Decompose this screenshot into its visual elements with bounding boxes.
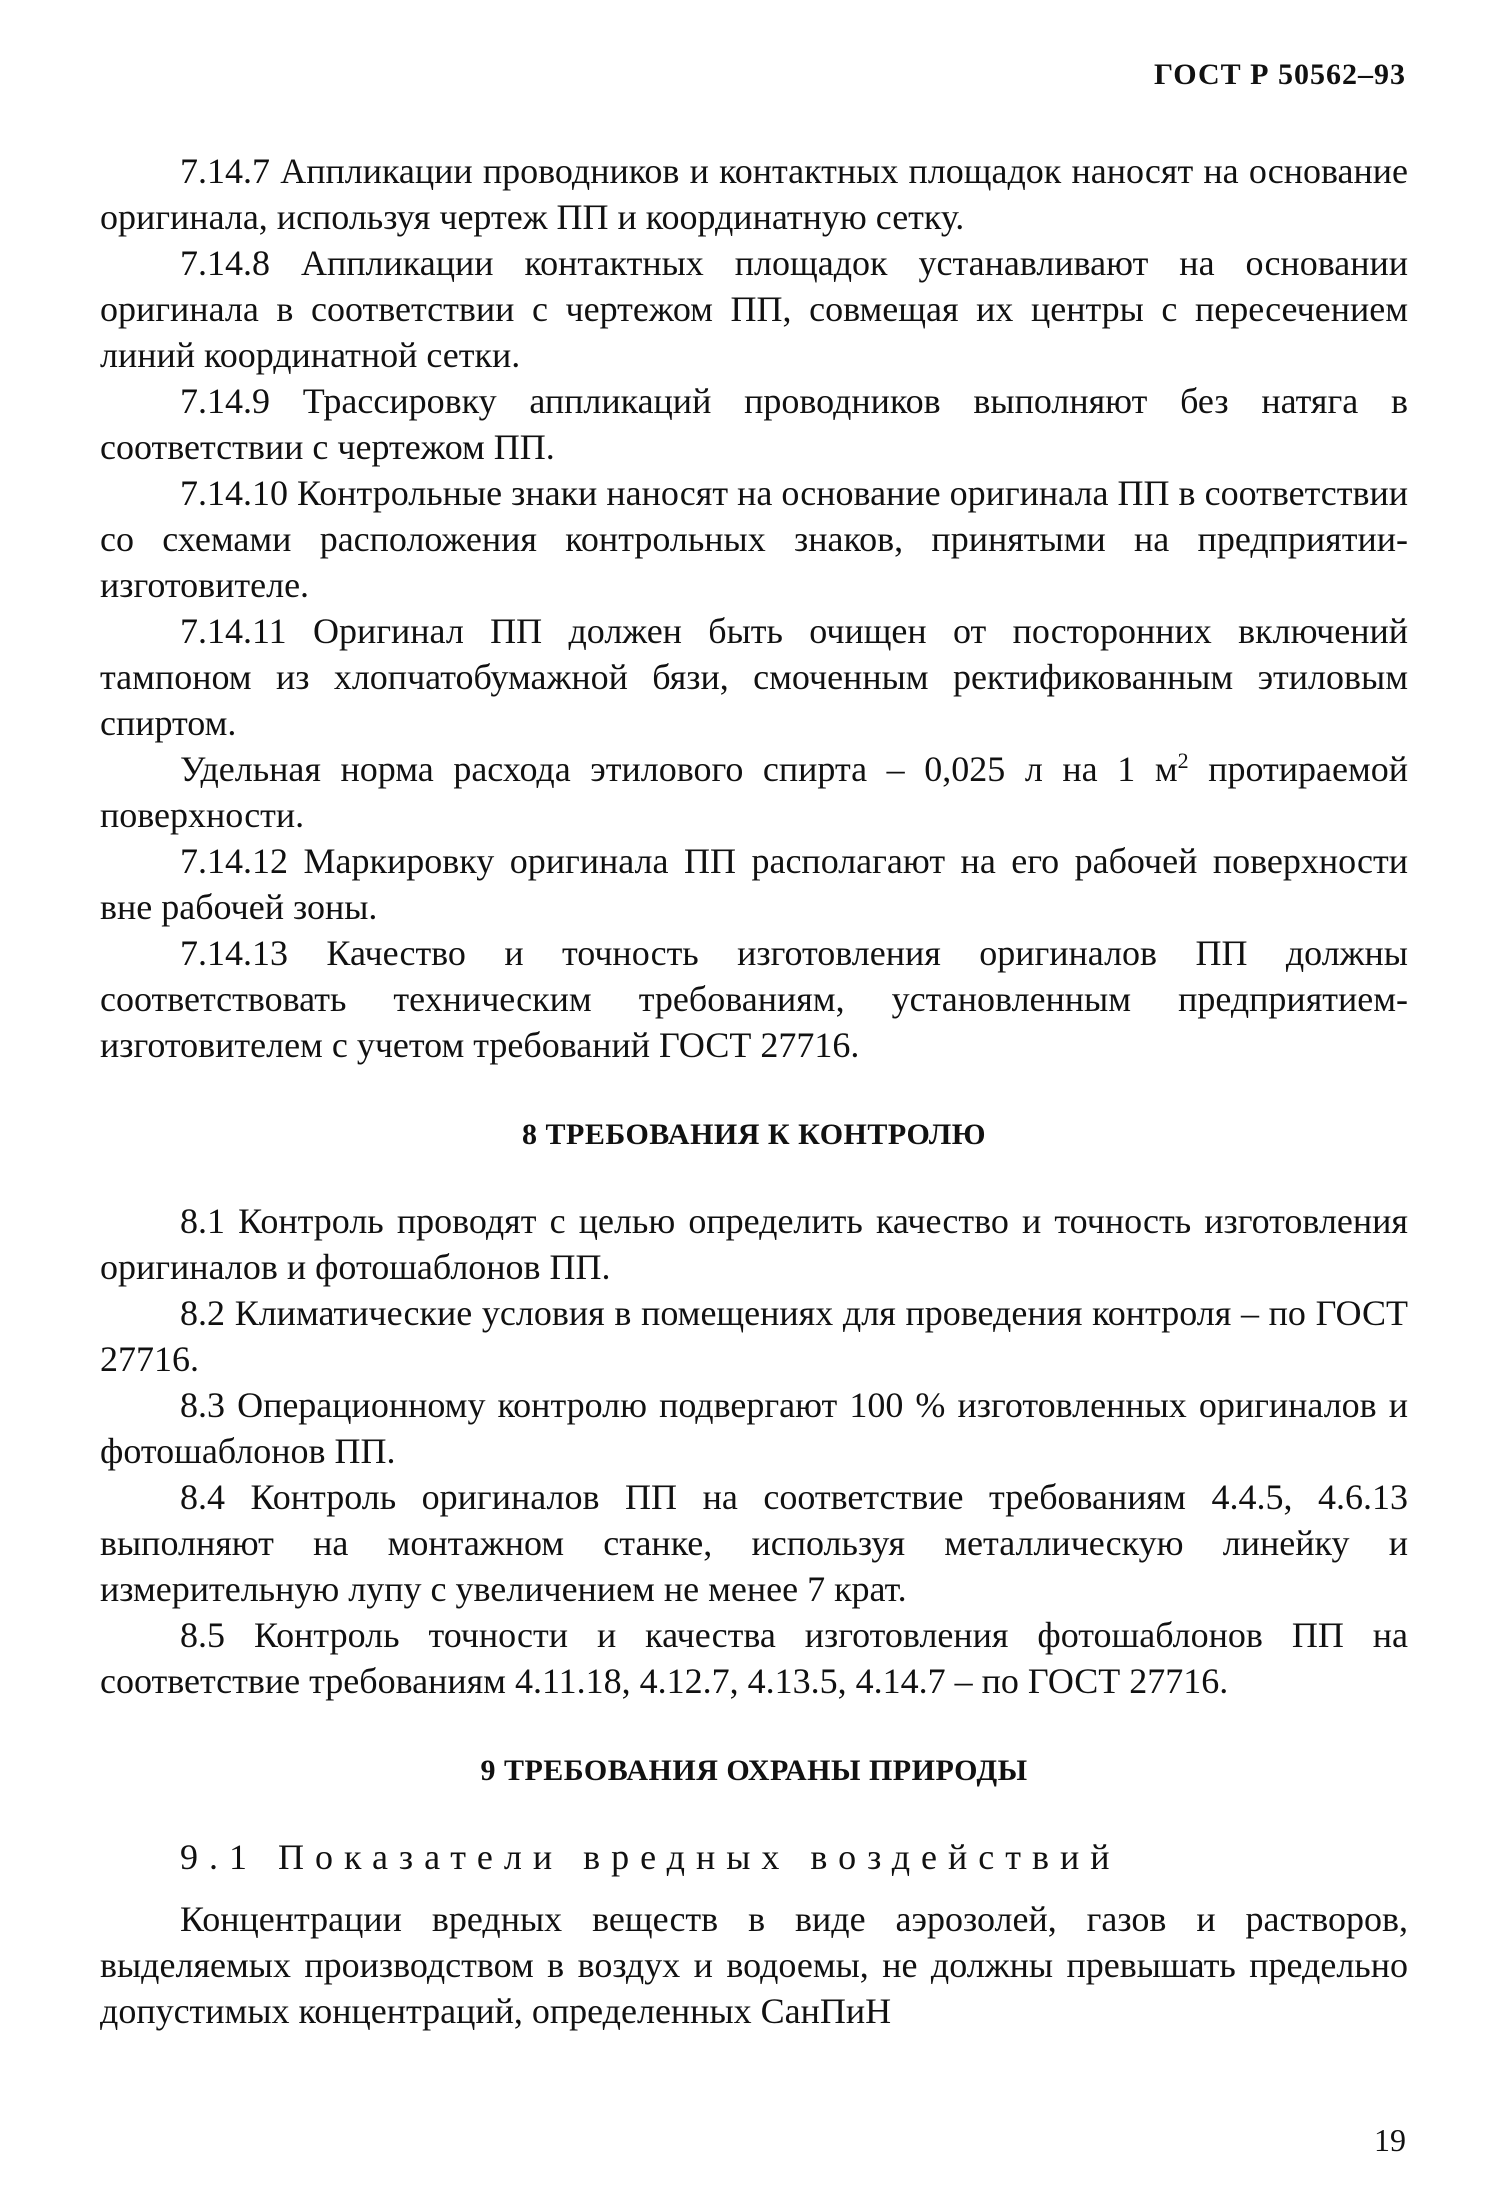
- document-code: ГОСТ Р 50562–93: [1153, 58, 1406, 91]
- paragraph-9-1: Концентрации вредных веществ в виде аэрозолей, газов и растворов, выделяемых производством в воздух и водоемы, не должны превышать предельно допустимых концентраций, определенных СанПиН: [100, 1899, 1408, 2031]
- paragraph-alcohol-norm: [100, 746, 1408, 838]
- paragraph-7-14-11: 7.14.11 Оригинал ПП должен быть очищен от посторонних включений тампоном из хлопчатобумажной бязи, смоченным ректификованным этиловым спиртом.: [100, 611, 1408, 743]
- paragraph-8-4: 8.4 Контроль оригиналов ПП на соответствие требованиям 4.4.5, 4.6.13 выполняют на монтажном станке, используя металлическую линейку и измерительную лупу с увеличением не менее 7 крат.: [100, 1477, 1408, 1609]
- square-meter-superscript: 2: [1177, 748, 1189, 773]
- document-body: [100, 148, 1408, 2034]
- page-number: 19: [1374, 2122, 1406, 2158]
- paragraph-7-14-10: 7.14.10 Контрольные знаки наносят на основание оригинала ПП в соответствии со схемами расположения контрольных знаков, принятыми на предприятии-изготовителе.: [100, 473, 1408, 605]
- section-8-heading: 8 ТРЕБОВАНИЯ К КОНТРОЛЮ: [522, 1118, 986, 1151]
- alcohol-norm-text: Удельная норма расхода этилового спирта – 0,025 л на 1 м: [180, 749, 1178, 789]
- paragraph-7-14-8: 7.14.8 Аппликации контактных площадок устанавливают на основании оригинала в соответствии с чертежом ПП, совмещая их центры с пересечением линий координатной сетки.: [100, 243, 1408, 375]
- paragraph-8-3: 8.3 Операционному контролю подвергают 100 % изготовленных оригиналов и фотошаблонов ПП.: [100, 1385, 1408, 1471]
- paragraph-8-5: 8.5 Контроль точности и качества изготовления фотошаблонов ПП на соответствие требованиям 4.11.18, 4.12.7, 4.13.5, 4.14.7 – по ГОСТ 27716.: [100, 1615, 1408, 1701]
- paragraph-7-14-12: 7.14.12 Маркировку оригинала ПП располагают на его рабочей поверхности вне рабочей зоны.: [100, 841, 1408, 927]
- subsection-9-1-heading: 9.1 Показатели вредных воздействий: [180, 1837, 1121, 1877]
- paragraph-7-14-7: 7.14.7 Аппликации проводников и контактных площадок наносят на основание оригинала, используя чертеж ПП и координатную сетку.: [100, 151, 1408, 237]
- paragraph-8-1: 8.1 Контроль проводят с целью определить качество и точность изготовления оригиналов и фотошаблонов ПП.: [100, 1201, 1408, 1287]
- paragraph-8-2: 8.2 Климатические условия в помещениях для проведения контроля – по ГОСТ 27716.: [100, 1293, 1408, 1379]
- paragraph-7-14-9: 7.14.9 Трассировку аппликаций проводников выполняют без натяга в соответствии с чертежом ПП.: [100, 381, 1408, 467]
- alcohol-norm-text-end: протираемой поверхности.: [100, 749, 1408, 835]
- section-9-heading: 9 ТРЕБОВАНИЯ ОХРАНЫ ПРИРОДЫ: [480, 1754, 1028, 1787]
- paragraph-7-14-13: 7.14.13 Качество и точность изготовления оригиналов ПП должны соответствовать техническим требованиям, установленным предприятием-изготовителем с учетом требований ГОСТ 27716.: [100, 933, 1408, 1065]
